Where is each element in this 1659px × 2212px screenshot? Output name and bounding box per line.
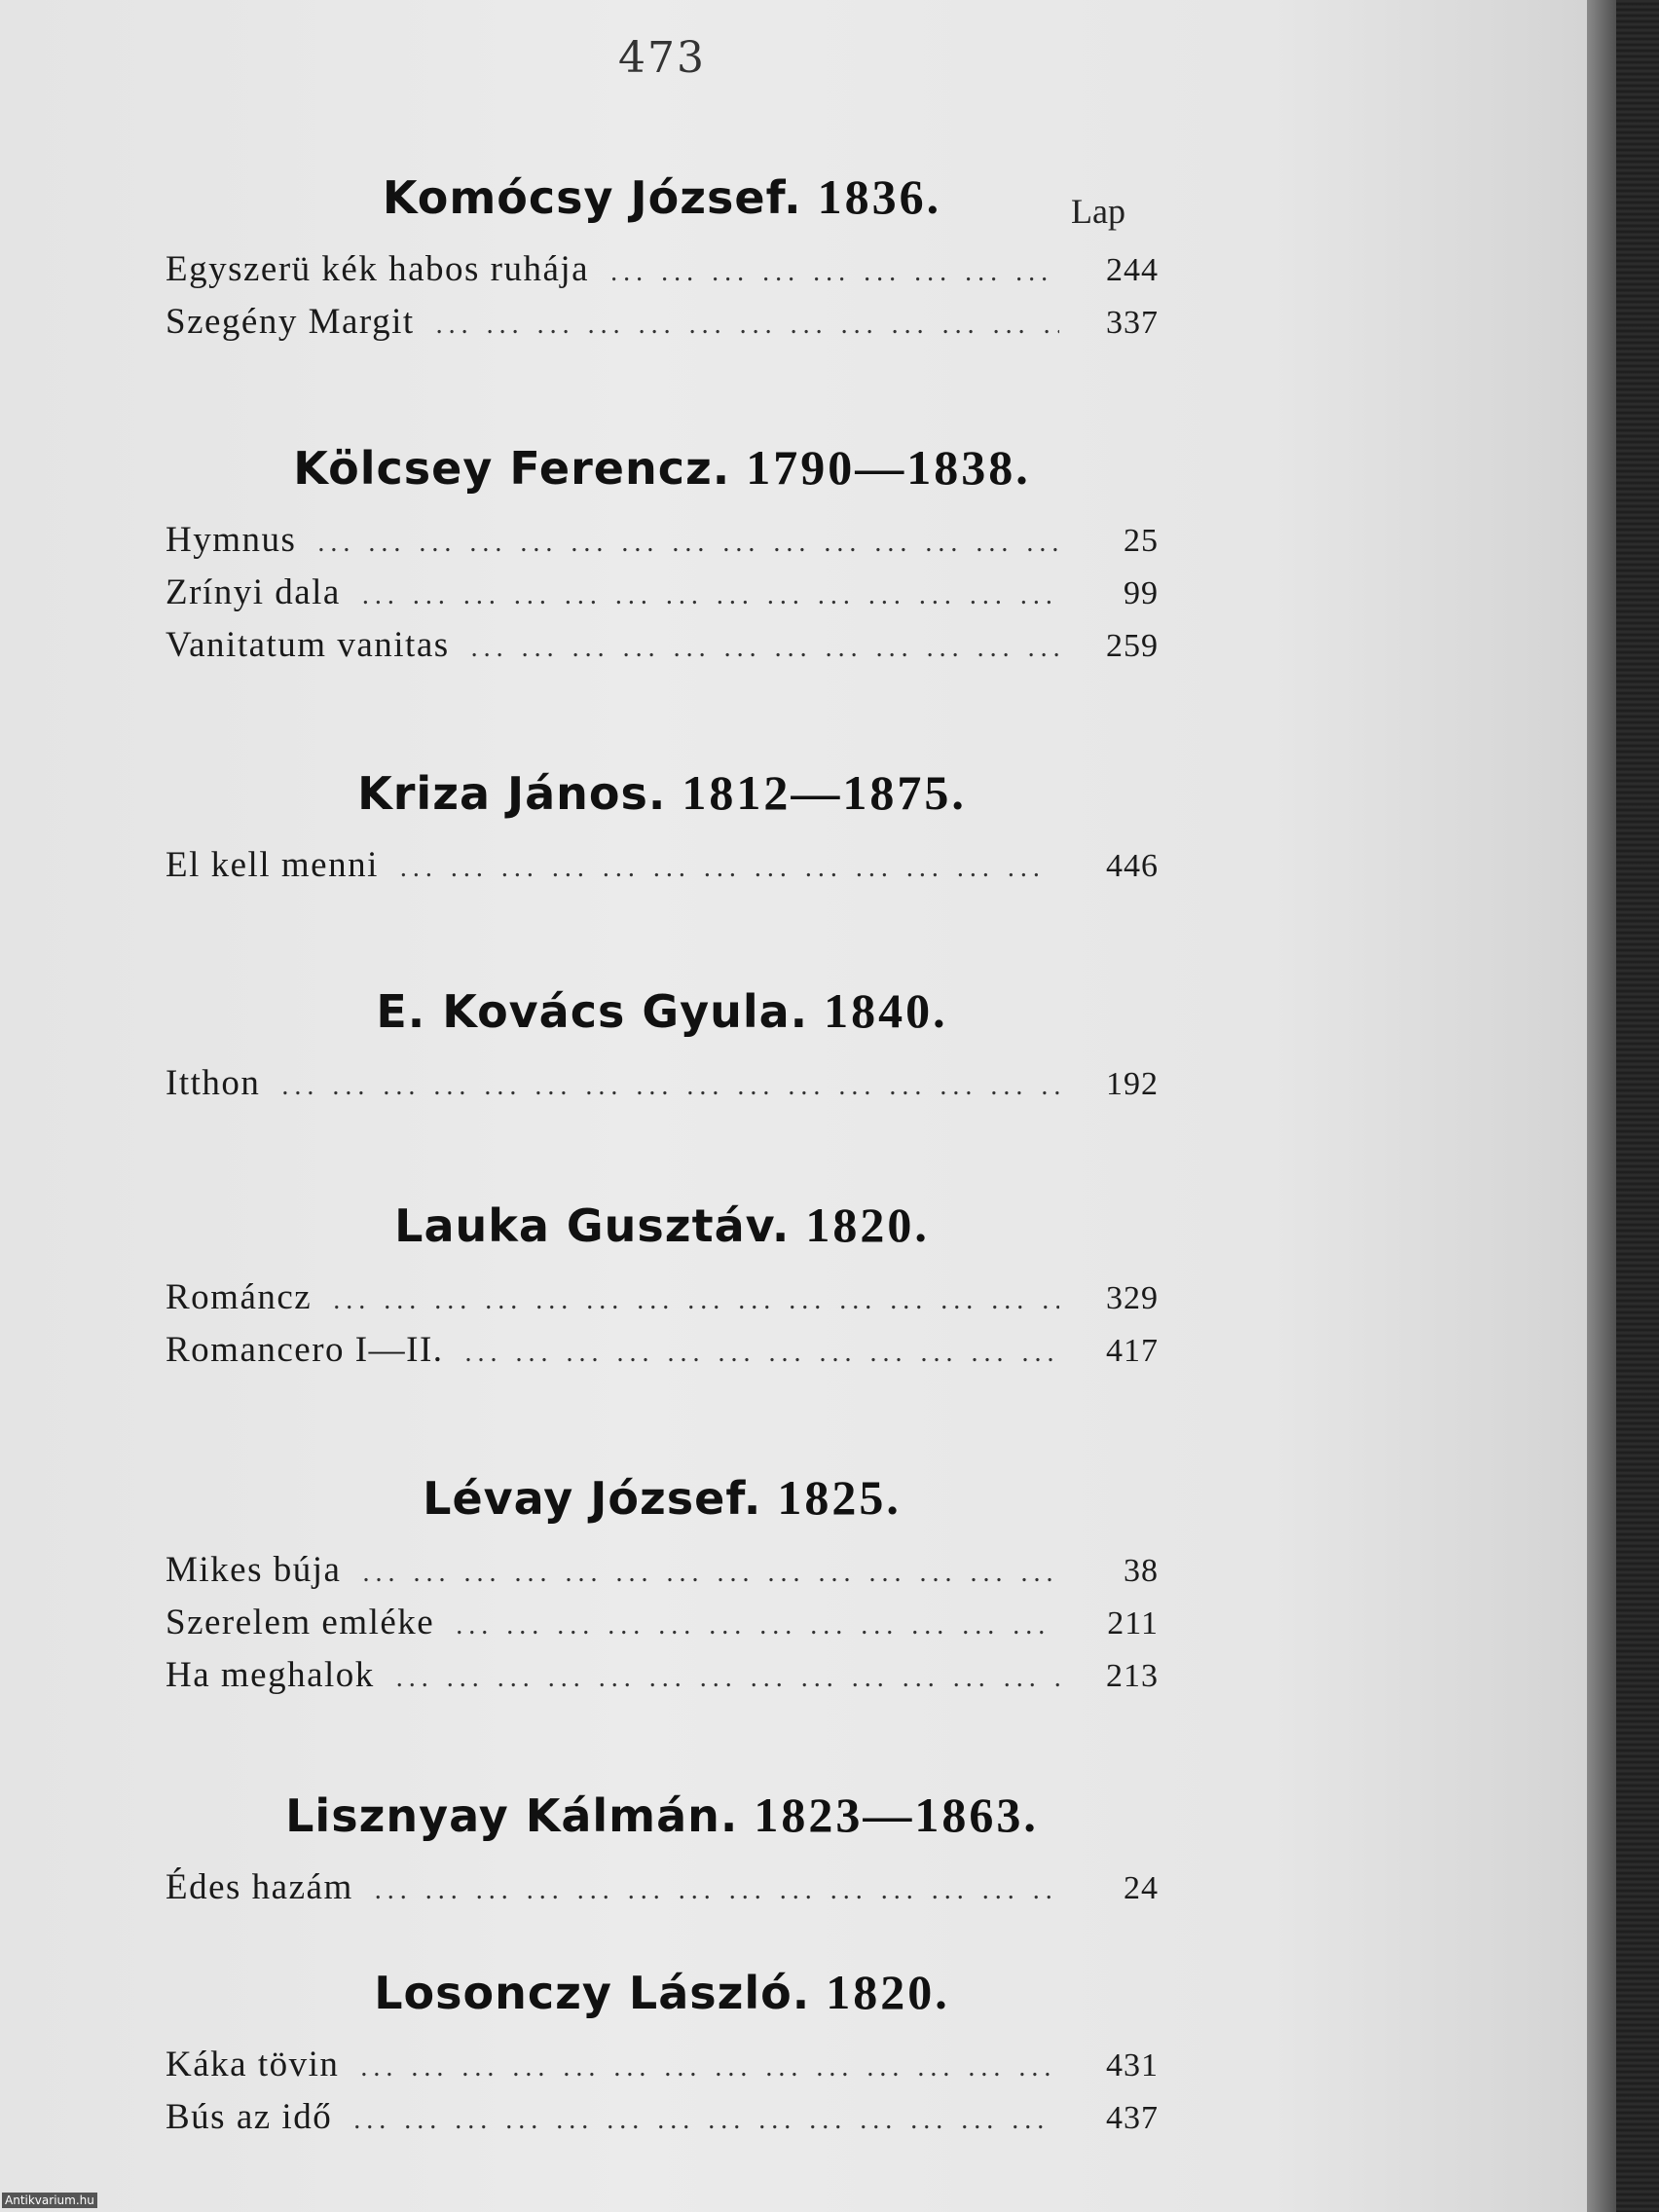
- entry-title: Hymnus: [166, 520, 297, 560]
- entry-title: Mikes búja: [166, 1550, 342, 1590]
- entry-list: [166, 1276, 1159, 1382]
- entry-list: [166, 248, 1159, 353]
- toc-entry: [166, 1654, 1159, 1707]
- toc-entry: [166, 1062, 1159, 1115]
- author-name: Lauka Gusztáv.: [394, 1199, 791, 1252]
- entry-page: 38: [1124, 1553, 1159, 1589]
- entry-page: 329: [1106, 1280, 1159, 1316]
- dot-leader: [436, 310, 1059, 341]
- dot-leader: [375, 1875, 1059, 1906]
- author-years: 1836.: [817, 169, 942, 224]
- toc-entry: [166, 1602, 1159, 1654]
- entry-page: 192: [1106, 1066, 1159, 1102]
- dot-leader: [471, 633, 1059, 664]
- author-section: [166, 763, 1159, 897]
- entry-title: El kell menni: [166, 845, 379, 885]
- entry-title: Itthon: [166, 1063, 261, 1103]
- entry-title: Vanitatum vanitas: [166, 625, 450, 665]
- author-name: Lisznyay Kálmán.: [285, 1789, 739, 1842]
- toc-entry: [166, 2044, 1159, 2096]
- entry-page: 337: [1106, 305, 1159, 341]
- entry-list: [166, 1549, 1159, 1707]
- dot-leader: [317, 528, 1059, 559]
- author-section: [166, 438, 1159, 677]
- entry-list: [166, 844, 1159, 897]
- author-section: [166, 1468, 1159, 1707]
- author-heading: [166, 1786, 1159, 1845]
- watermark: Antikvarium.hu: [2, 2193, 97, 2208]
- author-years: 1823—1863.: [754, 1788, 1039, 1842]
- entry-page: 244: [1106, 252, 1159, 288]
- entry-page: 24: [1124, 1870, 1159, 1906]
- entry-list: [166, 1062, 1159, 1115]
- entry-title: Bús az idő: [166, 2097, 333, 2137]
- toc-entry: [166, 1329, 1159, 1382]
- page-column-header: Lap: [1071, 192, 1125, 231]
- entry-page: 25: [1124, 523, 1159, 559]
- author-section: [166, 981, 1159, 1115]
- toc-entry: [166, 519, 1159, 571]
- dot-leader: [362, 1558, 1059, 1589]
- entry-list: [166, 519, 1159, 677]
- author-section: [166, 167, 1159, 353]
- entry-page: 211: [1107, 1605, 1159, 1641]
- toc-entry: [166, 2096, 1159, 2149]
- entry-page: 259: [1106, 628, 1159, 664]
- author-name: Lévay József.: [423, 1472, 762, 1525]
- dot-leader: [362, 580, 1059, 611]
- entry-title: Szegény Margit: [166, 302, 415, 342]
- entry-list: [166, 1866, 1159, 1919]
- author-heading: [166, 981, 1159, 1041]
- entry-page: 446: [1106, 848, 1159, 884]
- author-name: E. Kovács Gyula.: [376, 985, 809, 1038]
- entry-title: Zrínyi dala: [166, 572, 341, 612]
- entry-title: Romancero I—II.: [166, 1330, 444, 1370]
- author-years: 1790—1838.: [746, 440, 1031, 495]
- dot-leader: [400, 853, 1059, 884]
- dot-leader: [360, 2052, 1059, 2083]
- toc-entry: [166, 1549, 1159, 1602]
- book-binding: [1616, 0, 1659, 2212]
- author-section: [166, 1786, 1159, 1919]
- entry-title: Káka tövin: [166, 2045, 340, 2084]
- author-heading: [166, 763, 1159, 823]
- entry-title: Egyszerü kék habos ruhája: [166, 249, 590, 289]
- entry-page: 213: [1106, 1658, 1159, 1694]
- page-edge-shadow: [1587, 0, 1616, 2212]
- toc-entry: [166, 1866, 1159, 1919]
- author-heading: [166, 167, 1159, 227]
- toc-entry: [166, 571, 1159, 624]
- author-years: 1825.: [777, 1470, 902, 1525]
- author-name: Komócsy József.: [382, 171, 802, 224]
- author-name: Kriza János.: [357, 767, 667, 820]
- dot-leader: [610, 257, 1059, 288]
- toc-entry: [166, 1276, 1159, 1329]
- toc-entry: [166, 301, 1159, 353]
- entry-title: Románcz: [166, 1277, 313, 1317]
- entry-page: 437: [1106, 2100, 1159, 2136]
- author-section: [166, 1196, 1159, 1382]
- toc-entry: [166, 248, 1159, 301]
- author-years: 1820.: [805, 1198, 930, 1252]
- author-heading: [166, 1196, 1159, 1255]
- dot-leader: [353, 2105, 1059, 2136]
- entry-list: [166, 2044, 1159, 2149]
- entry-title: Ha meghalok: [166, 1655, 375, 1695]
- dot-leader: [281, 1071, 1059, 1102]
- author-heading: [166, 1963, 1159, 2022]
- dot-leader: [333, 1285, 1059, 1316]
- entry-title: Szerelem emléke: [166, 1603, 435, 1642]
- dot-leader: [465, 1338, 1059, 1369]
- page-number: 473: [618, 33, 706, 83]
- author-name: Losonczy László.: [374, 1967, 811, 2019]
- author-years: 1812—1875.: [682, 765, 967, 820]
- dot-leader: [456, 1610, 1059, 1641]
- author-section: [166, 1963, 1159, 2149]
- toc-entry: [166, 624, 1159, 677]
- author-years: 1840.: [824, 983, 948, 1038]
- author-years: 1820.: [826, 1965, 950, 2019]
- dot-leader: [396, 1663, 1059, 1694]
- toc-entry: [166, 844, 1159, 897]
- entry-page: 99: [1124, 575, 1159, 611]
- author-name: Kölcsey Ferencz.: [293, 442, 731, 495]
- entry-page: 431: [1106, 2047, 1159, 2083]
- author-heading: [166, 1468, 1159, 1528]
- entry-title: Édes hazám: [166, 1867, 353, 1907]
- author-heading: [166, 438, 1159, 498]
- entry-page: 417: [1106, 1333, 1159, 1369]
